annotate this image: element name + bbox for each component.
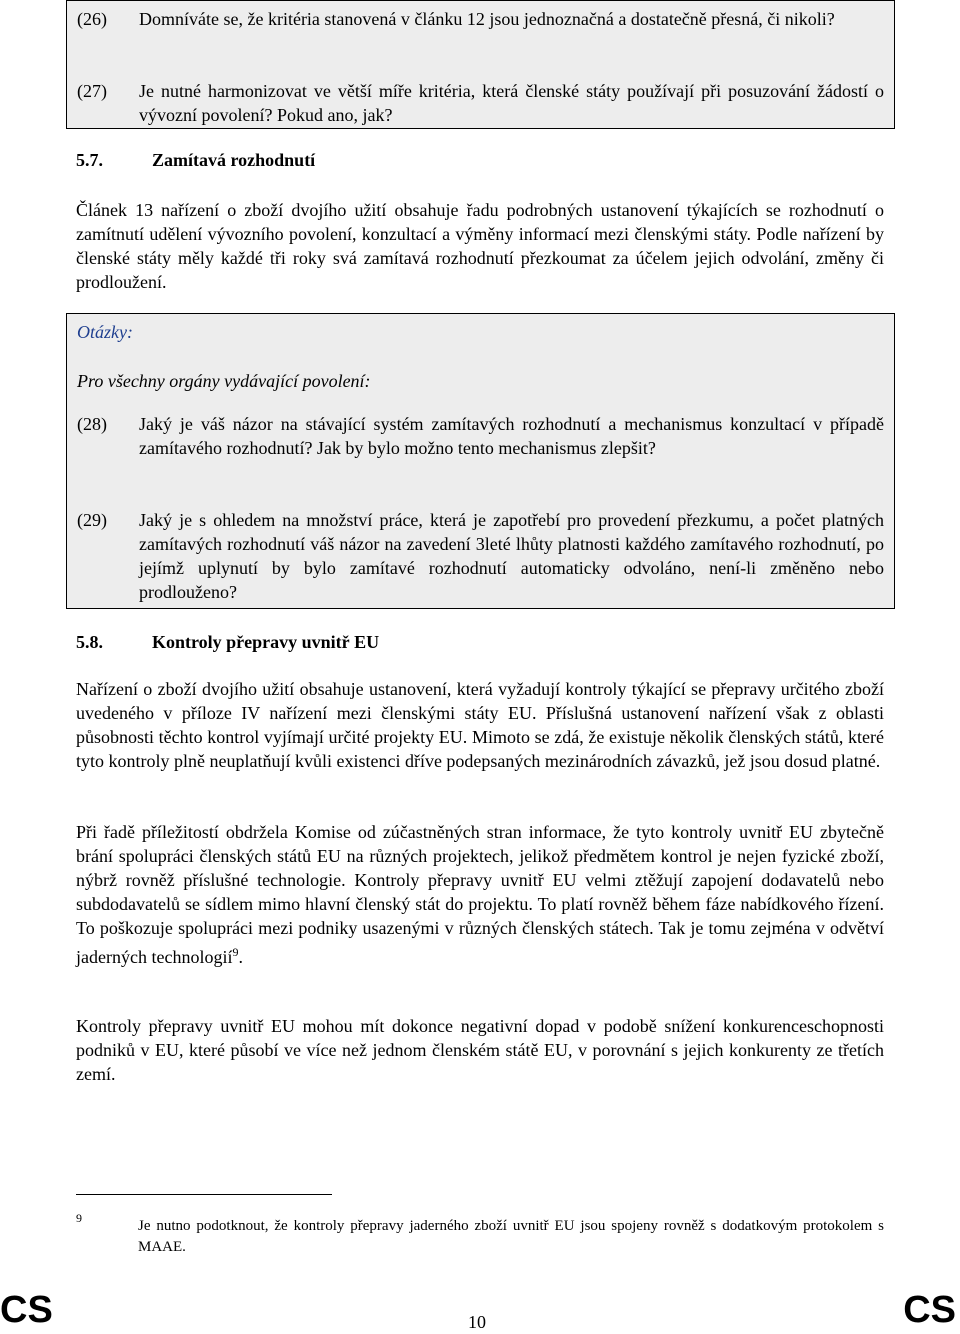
section-5-8-paragraph-3: Kontroly přepravy uvnitř EU mohou mít dokonce negativní dopad v podobě snížení konkurenceschopnosti podniků v EU, které působí ve více než jednom členském státě EU, v porovnání s jejich konkurenty ze třetích zemí. (76, 1016, 884, 1084)
footnote-text: Je nutno podotknout, že kontroly přepravy jaderného zboží uvnitř EU jsou spojeny rovněž s dodatkovým protokolem s MAAE. (138, 1218, 884, 1255)
footer-language-right: CS (903, 1289, 956, 1331)
question-number: (28) (77, 414, 107, 434)
question-27 (77, 79, 884, 127)
question-number: (29) (77, 510, 107, 530)
section-5-8-paragraph-2 (76, 820, 884, 969)
questions-audience: Pro všechny orgány vydávající povolení: (77, 371, 371, 391)
question-number: (26) (77, 9, 107, 29)
footnote-divider (76, 1194, 332, 1195)
paragraph-end: . (238, 947, 243, 967)
section-title: Zamítavá rozhodnutí (152, 150, 316, 170)
question-26 (77, 7, 884, 31)
section-number: 5.7. (76, 150, 103, 170)
section-title: Kontroly přepravy uvnitř EU (152, 632, 380, 652)
section-5-8-paragraph-1: Nařízení o zboží dvojího užití obsahuje ustanovení, která vyžadují kontroly týkající se přepravy určitého zboží uvedeného v příloze IV nařízení mezi členskými státy EU. Příslušná ustanovení nařízení však z oblasti působnosti těchto kontrol vyjímají určité projekty EU. Mimoto se zdá, že existuje několik členských států, které tyto kontroly plně neuplatňují kvůli existenci dříve podepsaných mezinárodních závazků, jež jsou dosud platné. (76, 679, 884, 771)
page-number: 10 (468, 1312, 486, 1332)
footnote-number: 9 (76, 1211, 82, 1225)
section-5-7-paragraph: Článek 13 nařízení o zboží dvojího užití obsahuje řadu podrobných ustanovení týkajících se rozhodnutí o zamítnutí udělení vývozního povolení, konzultací a výměny informací mezi členskými státy. Podle nařízení by členské státy měly každé tři roky svá zamítavá rozhodnutí přezkoumat za účelem jejich odvolání, změny či prodloužení. (76, 200, 884, 292)
question-text: Jaký je s ohledem na množství práce, která je zapotřebí pro provedení přezkumu, a počet platných zamítavých rozhodnutí váš názor na zavedení 3leté lhůty platnosti každého zamítavého rozhodnutí, po jejímž uplynutí by bylo zamítavé rozhodnutí automaticky odvoláno, není-li změněno nebo prodlouženo? (139, 510, 884, 602)
questions-box-1 (66, 0, 895, 129)
question-text: Jaký je váš názor na stávající systém zamítavých rozhodnutí a mechanismus konzultací v případě zamítavého rozhodnutí? Jak by bylo možno tento mechanismus zlepšit? (139, 414, 884, 458)
questions-label: Otázky: (77, 322, 133, 342)
footer-language-left: CS (0, 1289, 53, 1331)
footnote-ref[interactable]: 9 (232, 945, 239, 959)
question-28 (77, 412, 884, 460)
question-number: (27) (77, 81, 107, 101)
question-text: Je nutné harmonizovat ve větší míře kritéria, která členské státy používají při posuzování žádostí o vývozní povolení? Pokud ano, jak? (139, 81, 884, 125)
question-29 (77, 508, 884, 604)
paragraph-text: Při řadě příležitostí obdržela Komise od zúčastněných stran informace, že tyto kontroly uvnitř EU zbytečně brání spolupráci členských států EU na různých projektech, jelikož předmětem kontrol je nejen fyzické zboží, nýbrž rovněž příslušné technologie. Kontroly přepravy uvnitř EU velmi ztěžují zapojení dodavatelů nebo subdodavatelů se sídlem mimo hlavní členský stát do projektu. To platí rovněž během fáze nabídkového řízení. To poškozuje spolupráci mezi podniky usazenými v různých členských státech. Tak je tomu zejména v odvětví jaderných technologií (76, 822, 884, 967)
questions-box-2 (66, 313, 895, 609)
section-number: 5.8. (76, 632, 103, 652)
question-text: Domníváte se, že kritéria stanovená v článku 12 jsou jednoznačná a dostatečně přesná, či nikoli? (139, 9, 835, 29)
